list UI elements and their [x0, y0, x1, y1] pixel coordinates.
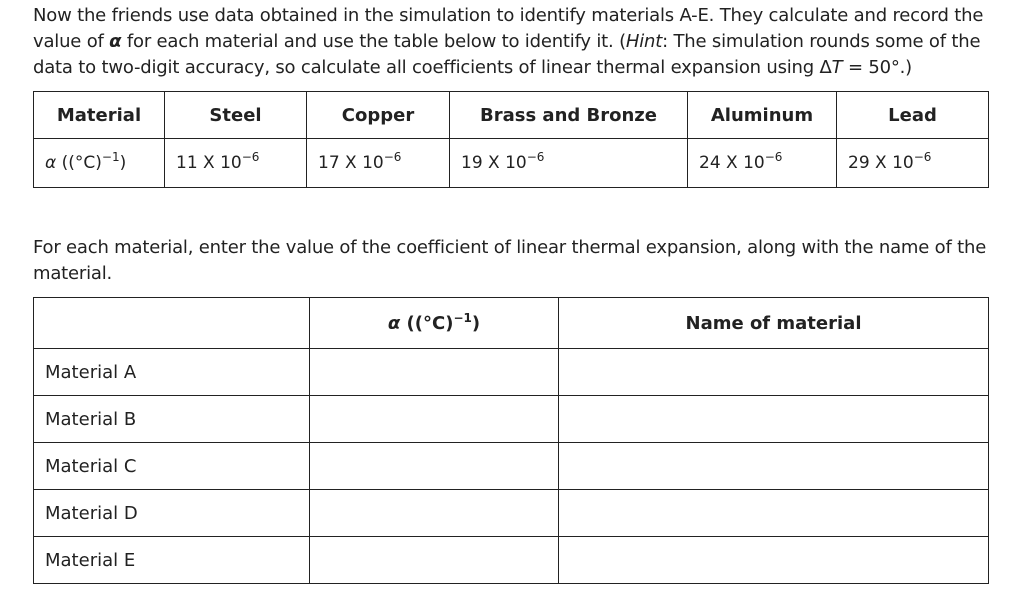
material-steel: Steel — [165, 92, 307, 139]
unit-text: ((°C) — [56, 153, 102, 173]
value-mantissa: 29 X 10 — [848, 153, 914, 173]
alpha-input-material-e[interactable] — [310, 537, 559, 584]
value-brass-bronze — [450, 139, 688, 188]
table-row — [34, 349, 989, 396]
value-lead — [837, 139, 989, 188]
table-row — [34, 537, 989, 584]
unit-close: ) — [119, 153, 127, 173]
value-exponent: −6 — [913, 150, 932, 164]
value-exponent: −6 — [526, 150, 545, 164]
intro-paragraph — [33, 3, 998, 81]
name-input-material-e[interactable] — [559, 537, 989, 584]
alpha-symbol: α — [45, 153, 57, 173]
value-mantissa: 24 X 10 — [699, 153, 765, 173]
row-label-material-d: Material D — [34, 490, 310, 537]
intro-text-2: for each material and use the table below to identify it. ( — [121, 31, 626, 52]
reference-header-row — [34, 92, 989, 139]
value-mantissa: 11 X 10 — [176, 153, 242, 173]
reference-value-row — [34, 139, 989, 188]
table-row — [34, 490, 989, 537]
answer-table — [33, 297, 989, 584]
answer-header-row — [34, 298, 989, 349]
table-row — [34, 443, 989, 490]
value-copper — [307, 139, 450, 188]
material-lead: Lead — [837, 92, 989, 139]
alpha-symbol: α — [109, 31, 122, 52]
value-exponent: −6 — [383, 150, 402, 164]
unit-close: ) — [471, 312, 481, 334]
row-label-material-e: Material E — [34, 537, 310, 584]
name-input-material-b[interactable] — [559, 396, 989, 443]
row-label-material-b: Material B — [34, 396, 310, 443]
alpha-input-material-b[interactable] — [310, 396, 559, 443]
reference-table — [33, 91, 989, 188]
row-label-material-a: Material A — [34, 349, 310, 396]
value-mantissa: 19 X 10 — [461, 153, 527, 173]
intro-text-4: = 50°.) — [842, 57, 912, 78]
name-input-material-c[interactable] — [559, 443, 989, 490]
alpha-input-material-c[interactable] — [310, 443, 559, 490]
value-exponent: −6 — [764, 150, 783, 164]
value-steel — [165, 139, 307, 188]
alpha-column-header — [310, 298, 559, 349]
material-aluminum: Aluminum — [688, 92, 837, 139]
unit-exponent: −1 — [101, 150, 120, 164]
material-brass-bronze: Brass and Bronze — [450, 92, 688, 139]
hint-label: Hint — [625, 31, 663, 52]
unit-text: ((°C) — [400, 312, 454, 334]
value-exponent: −6 — [241, 150, 260, 164]
material-copper: Copper — [307, 92, 450, 139]
intro-text-3: : The simulation rounds some of the data to two-digit accuracy, so calculate all coefficients of linear thermal expansion using Δ — [33, 31, 981, 78]
intro-text-1: Now the friends use data obtained in the simulation to identify materials A-E. They calculate and record the value of — [33, 5, 984, 52]
instructions-paragraph: For each material, enter the value of the coefficient of linear thermal expansion, along with the name of the material. — [33, 237, 987, 284]
material-header: Material — [34, 92, 165, 139]
alpha-row-label — [34, 139, 165, 188]
row-label-material-c: Material C — [34, 443, 310, 490]
alpha-input-material-a[interactable] — [310, 349, 559, 396]
name-input-material-d[interactable] — [559, 490, 989, 537]
alpha-input-material-d[interactable] — [310, 490, 559, 537]
value-aluminum — [688, 139, 837, 188]
name-input-material-a[interactable] — [559, 349, 989, 396]
table-row — [34, 396, 989, 443]
t-symbol: T — [831, 57, 843, 78]
value-mantissa: 17 X 10 — [318, 153, 384, 173]
name-column-header: Name of material — [559, 298, 989, 349]
unit-exponent: −1 — [453, 310, 472, 325]
alpha-symbol: α — [387, 312, 401, 334]
answer-header-blank — [34, 298, 310, 349]
